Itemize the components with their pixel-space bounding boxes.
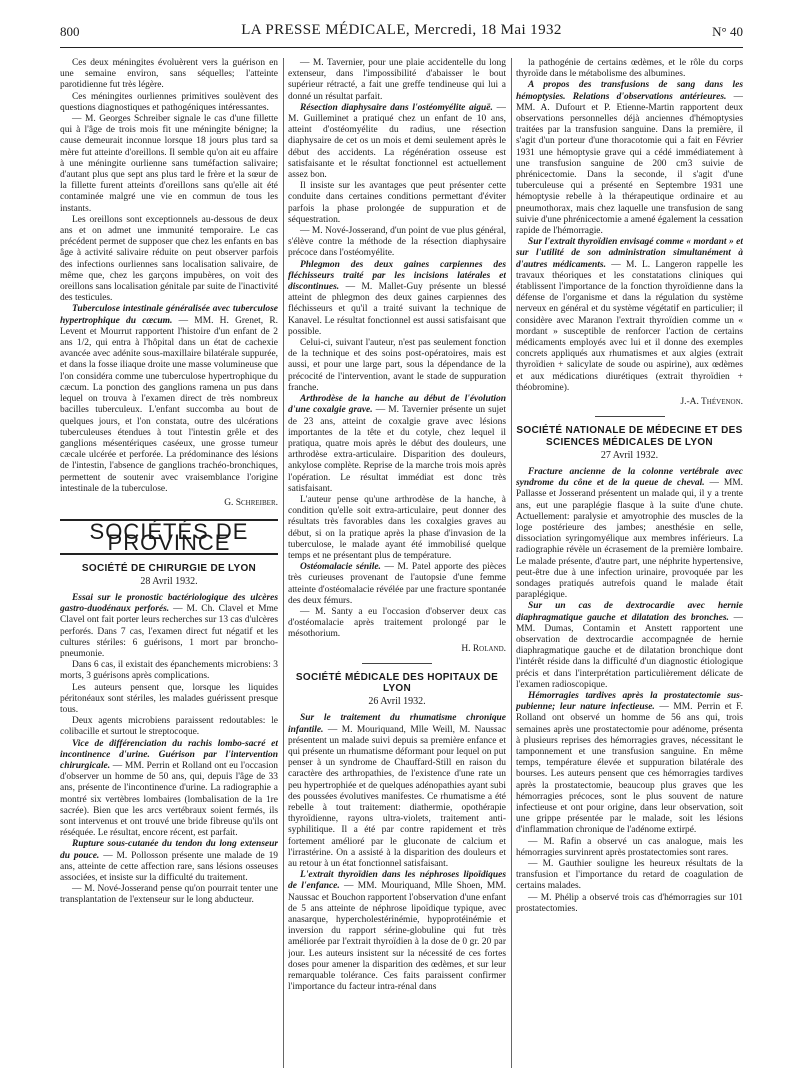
article-heading: Rupture sous-cutanée du tendon du long extenseur du pouce. — [60, 839, 278, 861]
paragraph: — M. Nové-Josserand pense qu'on pourrait tenter une transplantation de l'extenseur sur le long abducteur. — [60, 884, 278, 906]
paragraph — [288, 103, 506, 181]
article-text: — M. Guilleminet a pratiqué chez un enfant de 10 ans, atteint d'ostéomyélite du radius, une résection diaphysaire de cet os un mois et demi seulement après le début des accidents. La régénération osseuse est satisfaisante et le résultat fonctionnel est actuellement assez bon. — [288, 102, 506, 181]
paragraph: Dans 6 cas, il existait des épanchements microbiens: 3 morts, 3 guérisons après complications. — [60, 660, 278, 682]
article-heading: Hémorragies tardives après la prostatectomie sus-pubienne; leur nature infectieuse. — [516, 690, 743, 713]
paragraph: L'auteur pense qu'une arthrodèse de la hanche, à condition qu'elle soit extra-articulaire, peut donner des résultats très favorables dans les coxalgies graves au début, si on la pratique après la phase d'invasion de la tuberculose, le malade ayant été immobilisé quelque temps et ne présentant plus de température. — [288, 494, 506, 561]
paragraph: — M. Tavernier, pour une plaie accidentelle du long extenseur, dans l'impossibilité d'abaisser le bout supérieur rétracté, a fait une greffe tendineuse qui lui a donné un résultat parfait. — [288, 58, 506, 102]
paragraph — [288, 870, 506, 993]
paragraph: — M. Phélip a observé trois cas d'hémorragies sur 101 prostatectomies. — [516, 892, 743, 914]
page-number: 800 — [60, 24, 80, 39]
section-separator — [362, 663, 432, 664]
paragraph: Les oreillons sont exceptionnels au-dessous de deux ans et on admet une immunité temporaire. Le cas précédent permet de supposer que chez les enfants en bas âge à activité salivaire réduite on peut observer parfois des infections ourliennes sans localisation salivaire, de même que, chez les garçons impubères, on voit des oreillons sans localisation génitale par suite de l'inactivité des testicules. — [60, 214, 278, 304]
article-heading: Essai sur le pronostic bactériologique des ulcères gastro-duodénaux perforés. — [60, 592, 278, 615]
paragraph: — M. Santy a eu l'occasion d'observer deux cas d'ostéomalacie après traitement prolongé par le mésothorium. — [288, 606, 506, 640]
header-rule — [60, 47, 743, 48]
paragraph — [60, 839, 278, 884]
society-title: SOCIÉTÉ DE CHIRURGIE DE LYON — [81, 562, 257, 574]
column-left — [60, 58, 278, 907]
article-text: — MM. A. Dufourt et P. Etienne-Martin rapportent deux observations personnelles déjà anciennes d'hémoptysies traitées par la transfusion sanguine. Dans la première, il s'agit d'un porteur d'une thoracotomie qui a fait en Février 1931 une hémoptysie grave qui a cédé immédiatement à une transfusion sanguine de 200 cm3 suivie de phrénicectomie. Dans la seconde, il s'agit d'une tuberculeuse qui a présenté en Septembre 1931 une hémoptysie rebelle à la thérapeutique ordinaire et au pneumothorax, mais chez laquelle une transfusion de sang suivie d'une phrénicectomie a amené également la cessation rapide de l'hémorragie. — [516, 91, 743, 237]
article-text: — MM. Perrin et Rolland ont eu l'occasion d'observer un homme de 50 ans, qui, depuis l'âge de 33 ans, présente de l'incontinence d'urine. La radiographie a montré six vertèbres lombaires (lombalisation de la 1re sacrée). Bien que les arcs vertébraux soient fermés, ils sont intervenus et ont trouvé une bride fibreuse qu'ils ont réséquée. Le résultat, encore récent, est parfait. — [60, 760, 278, 839]
column-rule-right — [511, 58, 512, 1068]
paragraph: Celui-ci, suivant l'auteur, n'est pas seulement fonction de la technique et des soins post-opératoires, mais est aussi, et pour une large part, sous la dépendance de la précocité de l'intervention, avant le stade de suppuration franche. — [288, 338, 506, 393]
article-text: — M. Mouriquand, Mlle Weill, M. Naussac présentent un malade suivi depuis sa première enfance et qui présente un rhumatisme déformant pour lequel on put penser à un syndrome de Chauffard-Still en raison du caractère des arthropathies, de l'existence d'une rate un peu hypertrophiée et de quelques adénopathies ayant subi des poussées évolutives manifestes. Ce rhumatisme a été rebelle à tout traitement: diathermie, opothérapie thyroïdienne, rayons ultra-violets, traitement anti-syphilitique. Il a été par contre rapidement et très fortement amélioré par le gluconate de calcium et l'irrastérine. On a assisté à la disparition des douleurs et au retour à un état fonctionnel satisfaisant. — [288, 724, 506, 870]
section-banner: SOCIÉTÉS DE PROVINCE — [60, 519, 278, 554]
article-heading: Sur un cas de dextrocardie avec hernie diaphragmatique gauche et dilatation des bronches. — [516, 601, 743, 623]
article-text: — M. Mallet-Guy présente un blessé atteint de phlegmon des deux gaines carpiennes des fléchisseurs et qu'il a traité suivant la technique de Kanavel. Le résultat fonctionnel est aussi satisfaisant que possible. — [288, 282, 506, 337]
page-header — [60, 20, 743, 44]
article-text: — MM. Perrin et F. Rolland ont observé un homme de 56 ans qui, trois semaines après une prostatectomie pour adénome, présenta à plusieurs reprises des hémorragies graves, nécessitant le tamponnement et une transfusion sanguine. En même temps, température élevée et suppuration bilatérale des bourses. Les auteurs pensent que ces hémorragies tardives après la prostatectomie, beaucoup plus graves que les hémorragies précoces, sont le plus souvent de nature infectieuse et ont pour origine, dans leur observation, soit une grippe présentée par le malade, soit les lésions d'inflammation chronique de l'adénome extirpé. — [516, 702, 743, 836]
article-text: — M. Patel apporte des pièces très curieuses provenant de l'autopsie d'une femme atteinte d'ostéomalacie révélée par une fracture spontanée des deux fémurs. — [288, 562, 506, 606]
article-text: — M. Tavernier présente un sujet de 23 ans, atteint de coxalgie grave avec lésions importantes de la tête et du cotyle, chez lequel il pratiqua, quatre mois après le début des douleurs, une arthrodèse extra-articulaire. Disparition des douleurs, ankylose complète. Reprise de la marche trois mois après l'opération. Le résultat immédiat est donc très satisfaisant. — [288, 405, 506, 494]
article-text: — MM. Mouriquand, Mlle Shoen, MM. Naussac et Bouchon rapportent l'observation d'une enfant de 5 ans atteinte de néphrose lipoïdique typique, avec anasarque, hypercholestérinémie, hypoprotéinémie et inversion du rapport sérine-globuline qui fut très améliorée par l'extrait thyroïdien à la dose de 0 gr. 20 par jour. Les auteurs insistent sur la nécessité de ces fortes doses pour amener la disparition des œdèmes, et sur leur remarquable tolérance. Ces faits paraissent confirmer l'importance du facteur intra-rénal dans — [288, 881, 506, 993]
article-text: — M. Ch. Clavel et Mme Clavel ont fait porter leurs recherches sur 13 cas d'ulcères perforés. Dans 7 cas, l'examen direct fut négatif et les cultures stériles: 6 guérisons, 1 mort par broncho-pneumonie. — [60, 604, 278, 659]
paragraph — [60, 304, 278, 494]
signature: J.-A. Thévenon. — [680, 397, 743, 408]
paragraph: Ces méningites ourliennes primitives soulèvent des questions diagnostiques et pathogéniques intéressantes. — [60, 91, 278, 113]
paragraph: — M. Nové-Josserand, d'un point de vue plus général, s'élève contre la méthode de la résection diaphysaire précoce dans l'ostéomyélite. — [288, 226, 506, 259]
paragraph — [516, 80, 743, 237]
signature: H. Roland. — [461, 643, 506, 654]
society-title: SOCIÉTÉ NATIONALE DE MÉDECINE ET DES SCIENCES MÉDICALES DE LYON — [516, 425, 743, 448]
session-date: 28 Avril 1932. — [140, 575, 198, 587]
paragraph — [60, 739, 278, 840]
article-heading: A propos des transfusions de sang dans les hémoptysies. Relations d'observations antérieures. — [516, 80, 743, 102]
article-heading: Arthrodèse de la hanche au début de l'évolution d'une coxalgie grave. — [288, 394, 506, 416]
column-middle — [288, 58, 506, 993]
article-heading: L'extrait thyroïdien dans les néphroses lipoïdiques de l'enfance. — [288, 870, 506, 892]
paragraph: la pathogénie de certains œdèmes, et le rôle du corps thyroïde dans le métabolisme des albumines. — [516, 58, 743, 80]
paragraph: Deux agents microbiens paraissent redoutables: le colibacille et surtout le streptocoque. — [60, 716, 278, 738]
paragraph — [288, 713, 506, 870]
article-heading: Sur l'extrait thyroïdien envisagé comme « mordant » et sur l'utilité de son administration simultanément à d'autres médicaments. — [516, 237, 743, 270]
paragraph — [60, 593, 278, 660]
paragraph — [288, 394, 506, 495]
article-text: — MM. Dumas, Contamin et Anstett rapportent une observation de dextrocardie accompagnée de hernie diaphragmatique gauche et de dilatation bronchique dont l'intérêt réside dans la difficulté d'un diagnostic étiologique précis et dans l'interprétation particulièrement délicate de l'examen radioscopique. — [516, 612, 743, 690]
paragraph: Ces deux méningites évoluèrent vers la guérison en une semaine environ, sans séquelles; l'atteinte parotidienne fut très légère. — [60, 58, 278, 91]
article-heading: Résection diaphysaire dans l'ostéomyélite aiguë. — [300, 102, 493, 113]
journal-title: LA PRESSE MÉDICALE, Mercredi, 18 Mai 1932 — [241, 22, 562, 38]
signature: G. Schreiber. — [224, 497, 278, 508]
paragraph: Il insiste sur les avantages que peut présenter cette conduite dans certaines conditions permettant d'éviter parfois la phase prolongée de suppuration et de séquestration. — [288, 181, 506, 225]
paragraph: — M. Georges Schreiber signale le cas d'une fillette qui à l'âge de trois mois fit une méningite bénigne; la cause demeurait inconnue lorsque 18 jours plus tard sa mère fut atteinte d'oreillons. Il semble qu'on ait eu affaire à une méningite ourlienne sans tuméfaction salivaire; d'autant plus que sept ans plus tard le frère et la sœur de la fillette furent atteints d'oreillons sans qu'elle ait été contaminée malgré une vie en commun de tous les instants. — [60, 114, 278, 214]
article-text: — M. Pollosson présente une malade de 19 ans, atteinte de cette affection rare, sans lésions osseuses associées, et insiste sur la difficulté du traitement. — [60, 850, 278, 884]
session-date: 27 Avril 1932. — [600, 449, 659, 461]
section-separator — [595, 416, 665, 417]
issue-number: N° 40 — [712, 24, 743, 39]
column-rule-left — [283, 58, 284, 1068]
article-heading: Ostéomalacie sénile. — [300, 562, 381, 573]
paragraph — [288, 562, 506, 607]
paragraph — [516, 691, 743, 837]
article-heading: Fracture ancienne de la colonne vertébrale avec syndrome du cône et de la queue de cheval. — [516, 466, 743, 489]
paragraph — [516, 237, 743, 394]
paragraph — [516, 601, 743, 691]
article-heading: Tuberculose intestinale généralisée avec tuberculose hypertrophique du cæcum. — [60, 304, 278, 326]
article-heading: Vice de différenciation du rachis lombo-sacré et incontinence d'urine. Guérison par l'intervention chirurgicale. — [60, 738, 278, 771]
article-text: — MM. H. Grenet, R. Levent et Mourrut rapportent l'histoire d'un enfant de 2 ans 1/2, qui entra à l'hôpital dans un état de cachexie avancée avec adénite sous-maxillaire bilatérale suppurée, et dans la fosse iliaque droite une masse volumineuse que l'on considéra comme une tuberculose hypertrophique du cæcum. La ponction des ganglions ramena un pus dans lequel on trouva à l'examen direct de très nombreux bacilles tuberculeux. L'enfant succomba au bout de quelques jours, et l'on constata, outre des ulcérations tuberculeuses étendues à tout l'intestin grêle et des ganglions mésentériques caséeux, une grosse tumeur cæcale ulcérée et perforée. La prédominance des lésions de l'intestin, l'absence de ganglions trachéo-bronchiques, permettent de soutenir avec vraisemblance l'origine intestinale de la tuberculose. — [60, 315, 278, 494]
column-right — [516, 58, 743, 915]
paragraph: — M. Gauthier souligne les heureux résultats de la transfusion et l'importance du retard de coagulation de certains malades. — [516, 859, 743, 892]
society-title: SOCIÉTÉ MÉDICALE DES HOPITAUX DE LYON — [295, 671, 499, 694]
session-date: 26 Avril 1932. — [368, 696, 426, 708]
article-text: — M. L. Langeron rappelle les travaux théoriques et les constatations cliniques qui établissent l'importance de la fonction thyroïdienne dans la défense de l'organisme et dans la régulation du système nerveux en général et du système végétatif en particulier; il considère avec Maranon l'extrait thyroïdien comme un « mordant » susceptible de renforcer l'action de certains médicaments employés avec lui et il donne des exemples concrets appliqués aux rhumatismes et aux algies (extrait thyroïdien + salicylate de soude ou aspirine), aux œdèmes et aux médications diurétiques (extrait thyroïdien + théobromine). — [516, 259, 743, 393]
paragraph — [288, 260, 506, 338]
article-heading: Phlegmon des deux gaines carpiennes des fléchisseurs traité par les incisions latérales et discontinues. — [288, 259, 506, 293]
paragraph — [516, 467, 743, 601]
article-text: — MM. Pallasse et Josserand présentent un malade qui, il y a trente ans, eut une paraplégie flasque à la suite d'une chute. Actuellement: paralysie et amyotrophie des muscles de la loge postérieure des jambes; anesthésie en selle, dissociation syringomyélique aux membres inférieurs. La radiographie révèle un écrasement de la première lombaire. Le malade présente, d'autre part, une néphrite hypertensive, peut-être due à une infection urinaire, provoquée par les sondages pratiqués autrefois quand le malade était paraplégique. — [516, 478, 743, 601]
paragraph: — M. Rafin a observé un cas analogue, mais les hémorragies survinrent après prostatectomies sont rares. — [516, 836, 743, 858]
article-heading: Sur le traitement du rhumatisme chronique infantile. — [288, 713, 506, 735]
paragraph: Les auteurs pensent que, lorsque les liquides péritonéaux sont stériles, les malades guérissent presque tous. — [60, 682, 278, 715]
